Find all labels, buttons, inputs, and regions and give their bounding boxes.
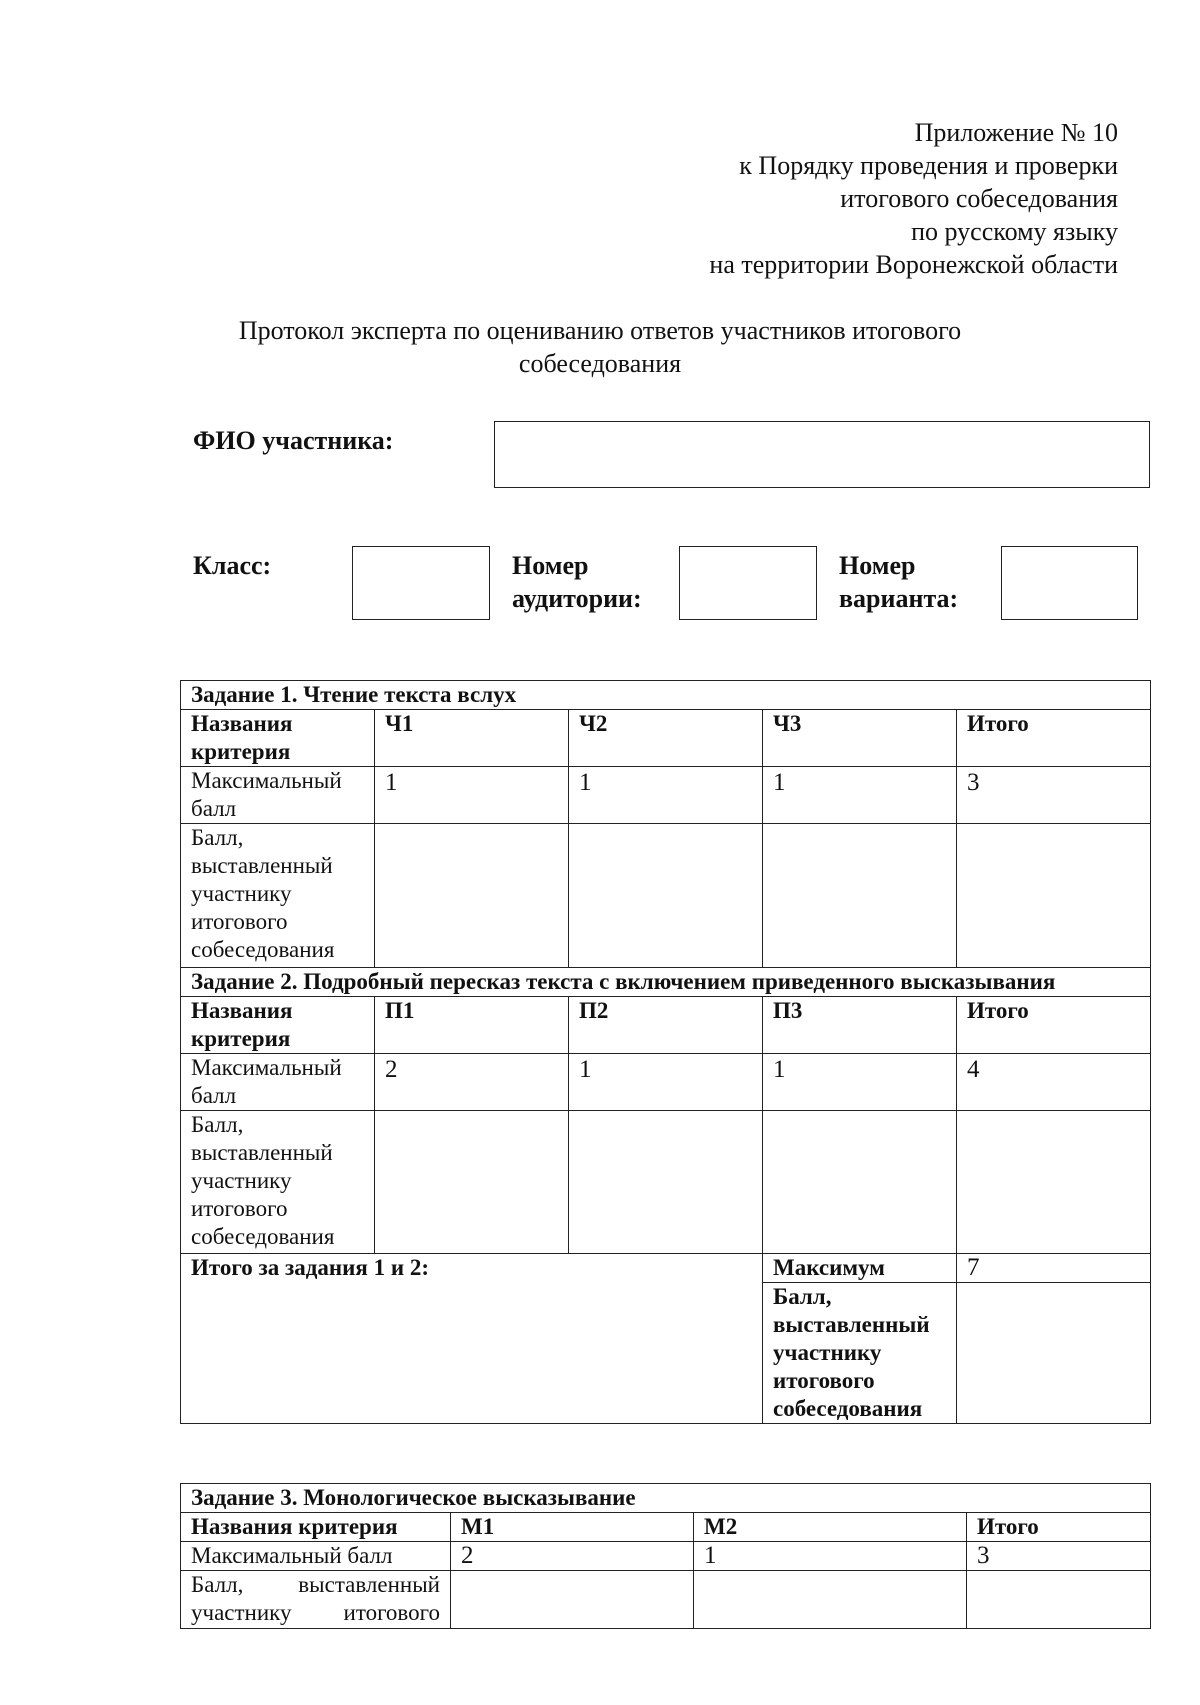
max-score-value: 1 (569, 1054, 763, 1111)
title-line: Протокол эксперта по оцениванию ответов участников итогового (238, 316, 962, 345)
task3-score-row (181, 1571, 1151, 1629)
max-score-total: 4 (957, 1054, 1151, 1111)
total-header: Итого (957, 997, 1151, 1054)
max-score-label: Максимальный балл (181, 1542, 451, 1571)
room-label (512, 549, 642, 615)
criteria-label: Названия критерия (181, 997, 375, 1054)
criterion-header: М1 (451, 1513, 694, 1542)
awarded-score-label (181, 1571, 451, 1629)
task1-max-row (181, 767, 1151, 824)
task2-title: Задание 2. Подробный пересказ текста с включением приведенного высказывания (181, 968, 1151, 997)
task1-header-row (181, 710, 1151, 767)
task3-title: Задание 3. Монологическое высказывание (181, 1484, 1151, 1513)
criterion-header: Ч1 (375, 710, 569, 767)
max-score-label: Максимальный балл (181, 1054, 375, 1111)
variant-label (839, 549, 958, 615)
variant-label-line: Номер (839, 551, 916, 580)
task2-header-row (181, 997, 1151, 1054)
task1-title: Задание 1. Чтение текста вслух (181, 681, 1151, 710)
task2-title-row (181, 968, 1151, 997)
score-total-cell[interactable] (967, 1571, 1151, 1629)
criterion-header: М2 (694, 1513, 967, 1542)
appendix-header (709, 116, 1118, 281)
appendix-line: к Порядку проведения и проверки (739, 151, 1118, 180)
variant-field[interactable] (1001, 546, 1138, 620)
criterion-header: П3 (763, 997, 957, 1054)
max-score-value: 1 (375, 767, 569, 824)
task3-title-row (181, 1484, 1151, 1513)
appendix-line: Приложение № 10 (914, 118, 1118, 147)
max-score-total: 3 (967, 1542, 1151, 1571)
score-cell[interactable] (694, 1571, 967, 1629)
maximum-value: 7 (957, 1254, 1151, 1283)
total-header: Итого (957, 710, 1151, 767)
class-label: Класс: (193, 551, 272, 580)
score-cell[interactable] (451, 1571, 694, 1629)
max-score-value: 1 (763, 767, 957, 824)
score-total-cell[interactable] (957, 824, 1151, 968)
task3-header-row (181, 1513, 1151, 1542)
max-score-total: 3 (957, 767, 1151, 824)
criterion-header: П2 (569, 997, 763, 1054)
total-1-2-row (181, 1254, 1151, 1283)
awarded-score-label-line: участнику итогового (191, 1600, 440, 1625)
class-field[interactable] (352, 546, 490, 620)
task-3-table (180, 1483, 1151, 1629)
score-total-cell[interactable] (957, 1111, 1151, 1254)
room-label-line: аудитории: (512, 584, 642, 613)
total-header: Итого (967, 1513, 1151, 1542)
max-score-value: 2 (451, 1542, 694, 1571)
task1-title-row (181, 681, 1151, 710)
task3-max-row (181, 1542, 1151, 1571)
criteria-label: Названия критерия (181, 1513, 451, 1542)
score-cell[interactable] (763, 1111, 957, 1254)
score-cell[interactable] (569, 1111, 763, 1254)
max-score-value: 1 (569, 767, 763, 824)
task2-score-row (181, 1111, 1151, 1254)
max-score-value: 1 (763, 1054, 957, 1111)
title-line: собеседования (518, 349, 682, 378)
criterion-header: П1 (375, 997, 569, 1054)
score-total-cell[interactable] (957, 1283, 1151, 1424)
score-cell[interactable] (375, 1111, 569, 1254)
max-score-value: 2 (375, 1054, 569, 1111)
tasks-1-2-table (180, 680, 1151, 1424)
total-1-2-label: Итого за задания 1 и 2: (181, 1254, 763, 1424)
variant-label-line: варианта: (839, 584, 959, 613)
awarded-score-label: Балл, выставленный участнику итогового собеседования (763, 1283, 957, 1424)
score-cell[interactable] (569, 824, 763, 968)
fio-label: ФИО участника: (193, 426, 394, 455)
score-cell[interactable] (375, 824, 569, 968)
appendix-line: итогового собеседования (840, 184, 1118, 213)
criteria-label: Названия критерия (181, 710, 375, 767)
task2-max-row (181, 1054, 1151, 1111)
document-title (150, 314, 1050, 380)
max-score-label: Максимальный балл (181, 767, 375, 824)
score-cell[interactable] (763, 824, 957, 968)
awarded-score-label: Балл, выставленный участнику итогового собеседования (181, 824, 375, 968)
room-label-line: Номер (512, 551, 589, 580)
max-score-value: 1 (694, 1542, 967, 1571)
criterion-header: Ч2 (569, 710, 763, 767)
maximum-label: Максимум (763, 1254, 957, 1283)
appendix-line: на территории Воронежской области (709, 250, 1118, 279)
room-field[interactable] (679, 546, 817, 620)
fio-field[interactable] (494, 421, 1150, 488)
appendix-line: по русскому языку (911, 217, 1118, 246)
task1-score-row (181, 824, 1151, 968)
criterion-header: Ч3 (763, 710, 957, 767)
awarded-score-label: Балл, выставленный участнику итогового собеседования (181, 1111, 375, 1254)
awarded-score-label-line: Балл, выставленный (191, 1572, 440, 1597)
